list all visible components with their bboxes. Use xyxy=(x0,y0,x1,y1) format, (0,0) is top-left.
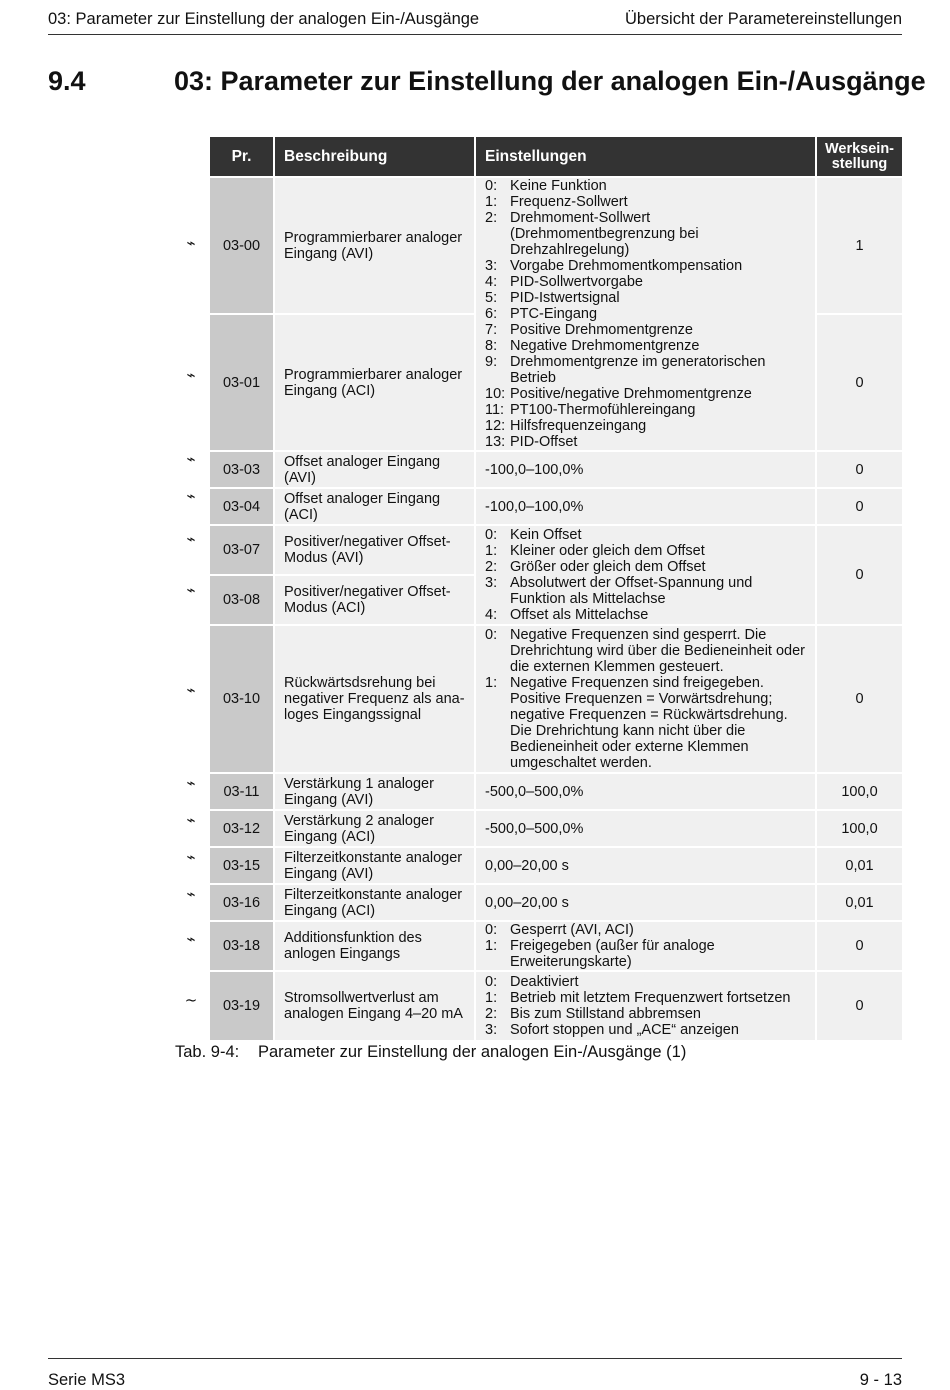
setting-option xyxy=(485,559,806,575)
option-text: Deaktiviert xyxy=(510,974,579,990)
option-key: 4: xyxy=(485,607,498,623)
option-key: 2: xyxy=(485,1006,498,1022)
options-offset-mode xyxy=(485,527,806,623)
param-description: Programmierbarer analoger Eingang (AVI) xyxy=(275,178,474,313)
option-text: Drehmomentgrenze im generatorischen Betrieb xyxy=(510,354,766,386)
param-default: 0 xyxy=(817,452,902,487)
column-header-settings: Einstellungen xyxy=(476,137,815,176)
online-change-mark-icon: ⌁ xyxy=(186,811,196,829)
page-number: 9 - 13 xyxy=(859,1371,902,1389)
table-caption-text: Parameter zur Einstellung der analogen Ein-/Ausgänge (1) xyxy=(258,1043,687,1061)
param-number: 03-01 xyxy=(210,315,273,450)
setting-option xyxy=(485,210,806,258)
online-change-mark-icon: ⌁ xyxy=(186,681,196,699)
option-text: Offset als Mittelachse xyxy=(510,607,649,623)
option-key: 6: xyxy=(485,306,498,322)
table-row xyxy=(210,922,902,970)
option-key: 1: xyxy=(485,990,498,1006)
option-key: 3: xyxy=(485,258,498,274)
online-change-mark-icon: ⌁ xyxy=(186,366,196,384)
option-key: 0: xyxy=(485,922,498,938)
option-text: Sofort stoppen und „ACE“ anzeigen xyxy=(510,1022,739,1038)
param-description: Offset analoger Eingang (ACI) xyxy=(275,489,474,524)
setting-option xyxy=(485,675,806,771)
option-text: Kleiner oder gleich dem Offset xyxy=(510,543,705,559)
option-key: 1: xyxy=(485,938,498,954)
option-key: 0: xyxy=(485,527,498,543)
setting-option xyxy=(485,338,806,354)
table-row xyxy=(210,489,902,524)
table-row xyxy=(210,848,902,883)
param-settings: 0,00–20,00 s xyxy=(476,848,815,883)
setting-option xyxy=(485,627,806,675)
option-text: PT100-Thermofühlereingang xyxy=(510,402,696,418)
option-text: Negative Frequenzen sind gesperrt. Die Drehrichtung wird über die Bedieneinheit oder die externen Klemmen gesteuert. xyxy=(510,627,806,675)
setting-option xyxy=(485,575,806,607)
option-text: Negative Frequenzen sind freigegeben. Positive Frequenzen = Vorwärtsdrehung; negative Frequenzen = Rückwärtsdrehung. Die Drehrichtung kann nicht über die Bedieneinheit oder externe Klemmen umgeschaltet werden. xyxy=(510,675,788,771)
setting-option xyxy=(485,607,806,623)
online-change-mark-icon: ⌁ xyxy=(186,774,196,792)
param-default: 0 xyxy=(817,626,902,772)
setting-option xyxy=(485,974,806,990)
setting-option xyxy=(485,402,806,418)
option-text: Keine Funktion xyxy=(510,178,607,194)
header-chapter-title: 03: Parameter zur Einstellung der analogen Ein-/Ausgänge xyxy=(48,10,480,28)
param-default: 100,0 xyxy=(817,774,902,809)
option-text: Betrieb mit letztem Frequenzwert fortsetzen xyxy=(510,990,791,1006)
param-number: 03-07 xyxy=(210,526,273,574)
column-header-default-line-1: Werksein- xyxy=(824,140,895,157)
table-row xyxy=(210,526,902,574)
param-number: 03-08 xyxy=(210,576,273,624)
option-text: PID-Istwertsignal xyxy=(510,290,620,306)
table-header-row xyxy=(210,137,902,176)
options-input-function xyxy=(485,178,806,450)
setting-option xyxy=(485,386,806,402)
param-default: 0 xyxy=(817,489,902,524)
table-row xyxy=(210,885,902,920)
option-key: 3: xyxy=(485,575,498,591)
param-settings xyxy=(476,526,815,624)
setting-option xyxy=(485,194,806,210)
column-header-pr: Pr. xyxy=(210,137,273,176)
param-number: 03-12 xyxy=(210,811,273,846)
table-row xyxy=(210,178,902,313)
option-key: 0: xyxy=(485,974,498,990)
param-number: 03-03 xyxy=(210,452,273,487)
online-change-mark-icon: ⌁ xyxy=(186,487,196,505)
param-description: Rückwärtsdsrehung bei negativer Frequenz als ana-loges Eingangssignal xyxy=(275,626,474,772)
param-default: 1 xyxy=(817,178,902,313)
option-key: 4: xyxy=(485,274,498,290)
param-description: Offset analoger Eingang (AVI) xyxy=(275,452,474,487)
setting-option xyxy=(485,274,806,290)
param-default: 0 xyxy=(817,315,902,450)
param-number: 03-16 xyxy=(210,885,273,920)
table-row xyxy=(210,452,902,487)
param-number: 03-18 xyxy=(210,922,273,970)
setting-option xyxy=(485,354,806,386)
column-header-default xyxy=(817,137,902,176)
param-settings: 0,00–20,00 s xyxy=(476,885,815,920)
param-number: 03-11 xyxy=(210,774,273,809)
option-key: 11: xyxy=(485,402,505,418)
param-default: 0,01 xyxy=(817,848,902,883)
option-key: 1: xyxy=(485,194,498,210)
option-text: Frequenz-Sollwert xyxy=(510,194,628,210)
option-text: Hilfsfrequenzeingang xyxy=(510,418,647,434)
online-change-mark-icon: ⌁ xyxy=(186,885,196,903)
param-number: 03-10 xyxy=(210,626,273,772)
option-text: Bis zum Stillstand abbremsen xyxy=(510,1006,701,1022)
page-footer xyxy=(48,1358,902,1389)
option-key: 1: xyxy=(485,675,498,691)
param-number: 03-19 xyxy=(210,972,273,1040)
param-default: 0 xyxy=(817,922,902,970)
online-change-mark-icon: ⌁ xyxy=(186,234,196,252)
table-row xyxy=(210,972,902,1040)
setting-option xyxy=(485,306,806,322)
option-text: Kein Offset xyxy=(510,527,582,543)
setting-option xyxy=(485,938,806,970)
option-key: 13: xyxy=(485,434,506,450)
option-key: 2: xyxy=(485,559,498,575)
param-description: Filterzeitkonstante analoger Eingang (AVI) xyxy=(275,848,474,883)
options-reverse-rotation xyxy=(485,627,806,771)
option-key: 7: xyxy=(485,322,498,338)
table-row xyxy=(210,811,902,846)
parameter-table xyxy=(208,135,904,1042)
option-text: Negative Drehmomentgrenze xyxy=(510,338,700,354)
option-key: 0: xyxy=(485,178,498,194)
param-settings xyxy=(476,972,815,1040)
online-change-mark-icon: ⌁ xyxy=(186,930,196,948)
param-description: Additionsfunktion des anlogen Eingangs xyxy=(275,922,474,970)
option-text: Größer oder gleich dem Offset xyxy=(510,559,706,575)
setting-option xyxy=(485,290,806,306)
param-number: 03-04 xyxy=(210,489,273,524)
column-header-description: Beschreibung xyxy=(275,137,474,176)
section-title: 03: Parameter zur Einstellung der analogen Ein-/Ausgänge xyxy=(174,66,926,96)
param-settings xyxy=(476,922,815,970)
setting-option xyxy=(485,922,806,938)
online-change-mark-icon: ⌁ xyxy=(186,848,196,866)
option-text: Freigegeben (außer für analoge Erweiterungskarte) xyxy=(510,938,715,970)
option-text: Positive/negative Drehmomentgrenze xyxy=(510,386,752,402)
option-key: 9: xyxy=(485,354,498,370)
option-key: 5: xyxy=(485,290,498,306)
table-caption xyxy=(175,1043,686,1062)
option-key: 2: xyxy=(485,210,498,226)
table-row xyxy=(210,774,902,809)
option-key: 10: xyxy=(485,386,506,402)
column-header-default-line-2: stellung xyxy=(831,155,888,172)
setting-option xyxy=(485,1022,806,1038)
setting-option xyxy=(485,258,806,274)
option-key: 1: xyxy=(485,543,498,559)
options-current-loss xyxy=(485,974,806,1038)
param-settings xyxy=(476,626,815,772)
setting-option xyxy=(485,543,806,559)
option-text: Vorgabe Drehmomentkompensation xyxy=(510,258,743,274)
param-number: 03-00 xyxy=(210,178,273,313)
online-change-mark-icon: ⌁ xyxy=(186,581,196,599)
option-text: PID-Sollwertvorgabe xyxy=(510,274,643,290)
param-settings: -100,0–100,0% xyxy=(476,489,815,524)
param-settings: -500,0–500,0% xyxy=(476,774,815,809)
option-key: 8: xyxy=(485,338,498,354)
option-text: PTC-Eingang xyxy=(510,306,598,322)
option-text: Drehmoment-Sollwert (Drehmomentbegrenzung bei Drehzahlregelung) xyxy=(510,210,699,258)
param-settings: -100,0–100,0% xyxy=(476,452,815,487)
setting-option xyxy=(485,418,806,434)
setting-option xyxy=(485,990,806,1006)
table-row xyxy=(210,626,902,772)
param-description: Positiver/negativer Offset-Modus (ACI) xyxy=(275,576,474,624)
section-number: 9.4 xyxy=(48,66,86,96)
setting-option xyxy=(485,178,806,194)
option-key: 0: xyxy=(485,627,498,643)
option-key: 12: xyxy=(485,418,506,434)
online-change-mark-icon: ⌁ xyxy=(186,530,196,548)
param-description: Positiver/negativer Offset-Modus (AVI) xyxy=(275,526,474,574)
setting-option xyxy=(485,527,806,543)
header-section-title: Übersicht der Parametereinstellungen xyxy=(625,10,902,28)
setting-option xyxy=(485,1006,806,1022)
param-description: Stromsollwertverlust am analogen Eingang 4–20 mA xyxy=(275,972,474,1040)
option-text: PID-Offset xyxy=(510,434,578,450)
param-settings: -500,0–500,0% xyxy=(476,811,815,846)
stop-only-mark-icon: ~ xyxy=(184,991,198,1009)
page-header xyxy=(48,8,902,35)
table-caption-label: Tab. 9-4: xyxy=(175,1043,240,1061)
setting-option xyxy=(485,434,806,450)
param-description: Verstärkung 1 analoger Eingang (AVI) xyxy=(275,774,474,809)
option-text: Absolutwert der Offset-Spannung und Funktion als Mittelachse xyxy=(510,575,753,607)
online-change-mark-icon: ⌁ xyxy=(186,450,196,468)
param-default: 100,0 xyxy=(817,811,902,846)
options-addition-function xyxy=(485,922,806,970)
setting-option xyxy=(485,322,806,338)
option-text: Gesperrt (AVI, ACI) xyxy=(510,922,634,938)
option-text: Positive Drehmomentgrenze xyxy=(510,322,693,338)
footer-series: Serie MS3 xyxy=(48,1371,126,1389)
param-description: Programmierbarer analoger Eingang (ACI) xyxy=(275,315,474,450)
param-number: 03-15 xyxy=(210,848,273,883)
param-default: 0 xyxy=(817,526,902,624)
param-settings xyxy=(476,178,815,450)
param-default: 0 xyxy=(817,972,902,1040)
param-default: 0,01 xyxy=(817,885,902,920)
param-description: Filterzeitkonstante analoger Eingang (ACI) xyxy=(275,885,474,920)
param-description: Verstärkung 2 analoger Eingang (ACI) xyxy=(275,811,474,846)
option-key: 3: xyxy=(485,1022,498,1038)
